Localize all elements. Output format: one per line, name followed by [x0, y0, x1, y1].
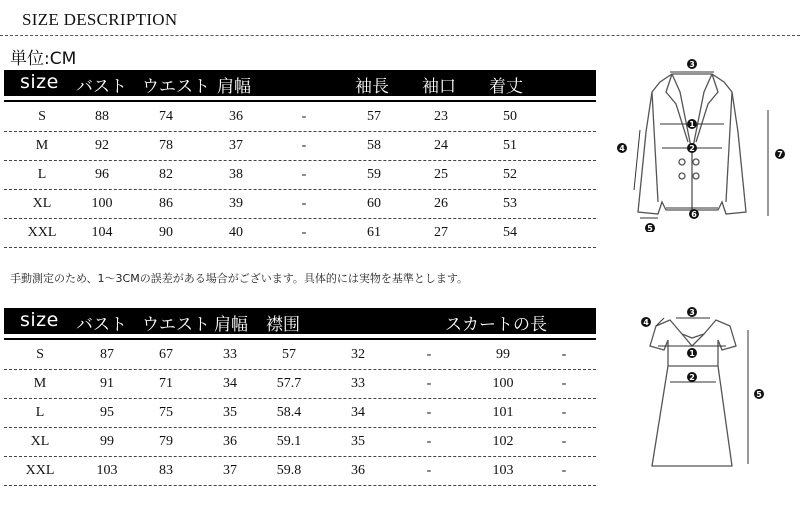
jacket-marker-7: [775, 149, 785, 159]
table-cell: 103: [492, 463, 514, 478]
table-cell: 103: [96, 463, 118, 478]
table-row: [4, 132, 596, 161]
jacket-marker-5: [645, 223, 655, 232]
table-cell: 32: [351, 347, 365, 362]
header-bust: バスト: [76, 315, 127, 335]
table-cell: -: [426, 434, 432, 449]
table-cell: 75: [159, 405, 173, 420]
table-cell: 33: [223, 347, 237, 362]
table-cell: S: [38, 109, 46, 124]
table-cell: 39: [229, 196, 243, 211]
table-row: [4, 370, 596, 399]
svg-text:1: 1: [689, 349, 695, 358]
table-cell: 54: [503, 225, 517, 240]
jacket-marker-2: [687, 143, 697, 153]
header-rule: [4, 338, 596, 340]
table-cell: S: [36, 347, 44, 362]
table-cell: M: [33, 376, 47, 391]
header-shoulder: 肩幅: [214, 315, 248, 335]
title-divider: [0, 35, 800, 36]
table-cell: -: [561, 347, 567, 362]
table-cell: 71: [159, 376, 173, 391]
header-skirt-length: スカートの長: [445, 315, 547, 335]
jacket-marker-1: [687, 119, 697, 129]
svg-text:2: 2: [689, 144, 695, 153]
svg-text:3: 3: [689, 308, 695, 317]
table-cell: 27: [434, 225, 448, 240]
table-cell: 99: [496, 347, 510, 362]
svg-text:1: 1: [689, 120, 695, 129]
table-cell: 52: [503, 167, 517, 182]
table-cell: 25: [434, 167, 448, 182]
table-cell: 57.7: [276, 376, 302, 391]
table-cell: 35: [351, 434, 365, 449]
table-cell: -: [561, 463, 567, 478]
table-cell: 83: [159, 463, 173, 478]
table-cell: 91: [100, 376, 114, 391]
svg-text:7: 7: [777, 150, 783, 159]
dress-table-header: [4, 308, 596, 334]
svg-text:5: 5: [647, 224, 653, 232]
table-cell: 36: [229, 109, 243, 124]
table-row: [4, 457, 596, 486]
table-cell: 95: [100, 405, 114, 420]
svg-text:5: 5: [756, 390, 762, 399]
table-cell: -: [301, 138, 307, 153]
table-cell: 59: [367, 167, 381, 182]
table-row: [4, 341, 596, 370]
table-cell: 90: [159, 225, 173, 240]
jacket-marker-4: [617, 143, 627, 153]
table-cell: 100: [91, 196, 113, 211]
table-row: [4, 190, 596, 219]
table-cell: 53: [503, 196, 517, 211]
table-cell: 61: [367, 225, 381, 240]
header-neck: 襟围: [266, 315, 300, 335]
table-cell: -: [301, 109, 307, 124]
table-cell: 36: [351, 463, 365, 478]
table-cell: 79: [159, 434, 173, 449]
table-row: [4, 219, 596, 248]
table-cell: 37: [223, 463, 237, 478]
jacket-table-header: [4, 70, 596, 96]
table-cell: -: [426, 405, 432, 420]
dress-marker-1: [687, 348, 697, 358]
table-row: [4, 161, 596, 190]
table-cell: 101: [492, 405, 514, 420]
svg-text:2: 2: [689, 373, 695, 382]
table-cell: 26: [434, 196, 448, 211]
dress-marker-5: [754, 389, 764, 399]
table-cell: -: [301, 196, 307, 211]
jacket-illustration: [610, 52, 800, 232]
table-cell: 102: [492, 434, 514, 449]
table-cell: XL: [30, 434, 50, 449]
svg-text:3: 3: [689, 60, 695, 69]
table-cell: -: [301, 167, 307, 182]
table-cell: 104: [91, 225, 113, 240]
table-cell: 34: [351, 405, 365, 420]
jacket-marker-3: [687, 59, 697, 69]
table-cell: M: [35, 138, 49, 153]
table-cell: 99: [100, 434, 114, 449]
table-cell: XL: [32, 196, 52, 211]
header-bust: バスト: [76, 77, 127, 97]
table-cell: 51: [503, 138, 517, 153]
table-cell: 37: [229, 138, 243, 153]
table-cell: 92: [95, 138, 109, 153]
table-cell: XXL: [25, 463, 55, 478]
table-cell: 24: [434, 138, 448, 153]
header-waist: ウエスト: [142, 315, 210, 335]
table-cell: 23: [434, 109, 448, 124]
header-size: size: [20, 309, 59, 331]
table-cell: XXL: [27, 225, 57, 240]
svg-text:6: 6: [691, 210, 697, 219]
table-cell: L: [35, 405, 45, 420]
jacket-marker-6: [689, 209, 699, 219]
svg-text:4: 4: [619, 144, 625, 153]
table-cell: 33: [351, 376, 365, 391]
unit-label: 単位:CM: [10, 49, 77, 69]
svg-text:4: 4: [643, 318, 649, 327]
header-length: 着丈: [489, 77, 523, 97]
header-rule: [4, 100, 596, 102]
table-cell: 57: [367, 109, 381, 124]
page-title: SIZE DESCRIPTION: [22, 10, 178, 29]
table-cell: -: [426, 463, 432, 478]
table-cell: 96: [95, 167, 109, 182]
dress-illustration: [632, 300, 800, 478]
header-waist: ウエスト: [142, 77, 210, 97]
table-cell: 86: [159, 196, 173, 211]
header-size: size: [20, 71, 59, 93]
table-cell: -: [426, 347, 432, 362]
table-cell: 60: [367, 196, 381, 211]
table-row: [4, 399, 596, 428]
table-cell: 34: [223, 376, 237, 391]
table-cell: 58.4: [276, 405, 302, 420]
dress-marker-2: [687, 372, 697, 382]
table-cell: 88: [95, 109, 109, 124]
header-shoulder: 肩幅: [217, 77, 251, 97]
table-cell: 50: [503, 109, 517, 124]
table-cell: -: [426, 376, 432, 391]
table-cell: 36: [223, 434, 237, 449]
table-cell: -: [561, 376, 567, 391]
table-cell: 100: [492, 376, 514, 391]
table-row: [4, 428, 596, 457]
table-cell: -: [561, 434, 567, 449]
table-cell: 40: [229, 225, 243, 240]
table-cell: 87: [100, 347, 114, 362]
table-cell: 78: [159, 138, 173, 153]
table-row: [4, 103, 596, 132]
table-cell: 35: [223, 405, 237, 420]
header-cuff: 袖口: [422, 77, 456, 97]
table-cell: 57: [282, 347, 296, 362]
measurement-note: 手動測定のため、1～3CMの誤差がある場合がございます。具体的には実物を基準とします。: [10, 272, 468, 285]
table-cell: 74: [159, 109, 173, 124]
table-cell: 67: [159, 347, 173, 362]
table-cell: -: [561, 405, 567, 420]
table-cell: 58: [367, 138, 381, 153]
header-sleeve-length: 袖長: [355, 77, 389, 97]
table-cell: 38: [229, 167, 243, 182]
table-cell: 59.8: [276, 463, 302, 478]
table-cell: 82: [159, 167, 173, 182]
dress-marker-4: [641, 317, 651, 327]
table-cell: L: [37, 167, 47, 182]
table-cell: 59.1: [276, 434, 302, 449]
table-cell: -: [301, 225, 307, 240]
dress-marker-3: [687, 307, 697, 317]
